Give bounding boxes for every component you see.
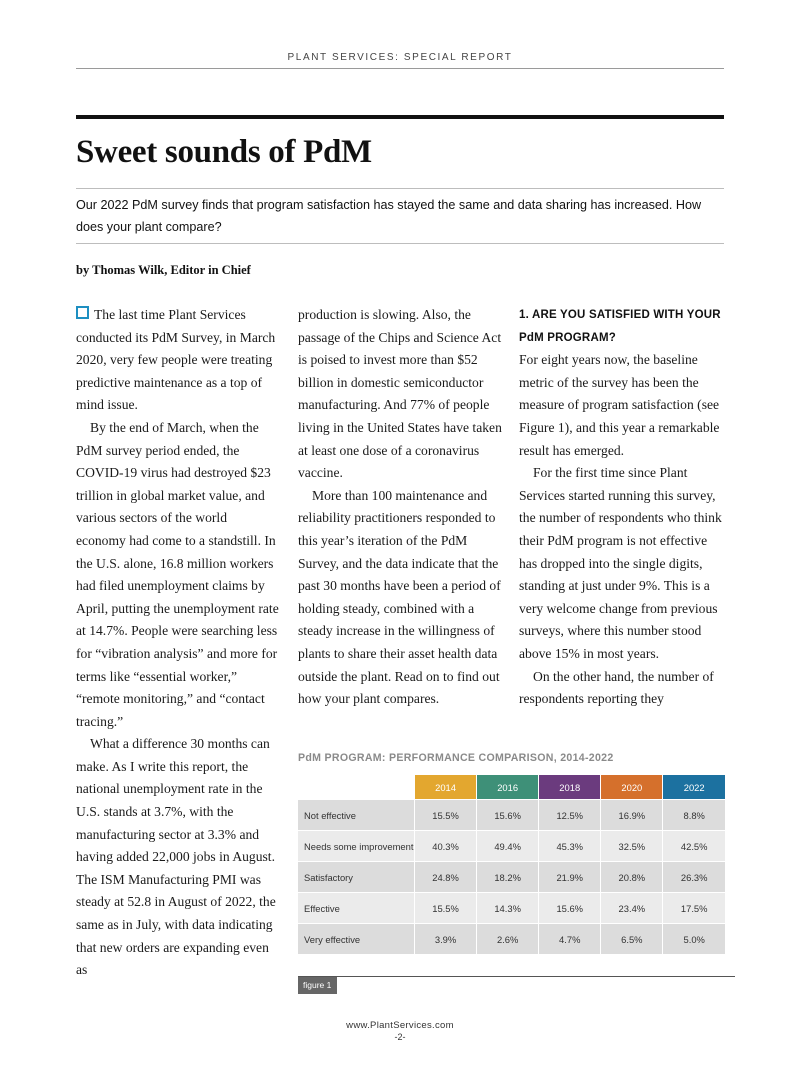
row-label: Very effective — [298, 924, 415, 955]
column-header: 2014 — [415, 775, 477, 800]
paragraph: More than 100 maintenance and reliability practitioners responded to this year’s iteration of the PdM Survey, and the data indicate that the past 30 months have been a period of holding steady, combined with a steady increase in the willingness of plants to share their asset health data outside the plant. Read on to find out how your plant compares. — [298, 487, 501, 707]
paragraph: production is slowing. Also, the passage of the Chips and Science Act is poised to invest more than $52 billion in domestic semiconductor manufacturing. And 77% of people living in the United States have taken at least one dose of a coronavirus vaccine. — [298, 307, 502, 481]
table-cell: 20.8% — [601, 862, 663, 893]
table-row — [298, 893, 725, 924]
table-cell: 32.5% — [601, 831, 663, 862]
column-header: 2020 — [601, 775, 663, 800]
paragraph-text: The last time Plant Services conducted its PdM Survey, in March 2020, very few people were treating predictive maintenance as a top of mind issue. — [76, 307, 276, 413]
figure-caption: figure 1 — [298, 977, 337, 994]
table-cell: 15.5% — [415, 893, 477, 924]
table-cell: 49.4% — [477, 831, 539, 862]
performance-comparison-table — [298, 775, 725, 954]
table-row — [298, 862, 725, 893]
table-cell: 14.3% — [477, 893, 539, 924]
title-bar — [76, 115, 724, 119]
row-label: Satisfactory — [298, 862, 415, 893]
table-cell: 15.6% — [477, 800, 539, 831]
table-row — [298, 800, 725, 831]
table-cell: 8.8% — [663, 800, 725, 831]
page-number: -2- — [394, 1032, 406, 1042]
paragraph: For the first time since Plant Services started running this survey, the number of respondents who think their PdM program is not effective has dropped into the single digits, standing at just under 9%. This is a very welcome change from previous surveys, where this number stood above 15% in most years. — [519, 465, 722, 661]
paragraph: For eight years now, the baseline metric of the survey has been the measure of program satisfaction (see Figure 1), and this year a remarkable result has emerged. — [519, 352, 720, 458]
table-cell: 16.9% — [601, 800, 663, 831]
table-corner-cell — [298, 775, 415, 800]
table-header-row — [298, 775, 725, 800]
article-deck: Our 2022 PdM survey finds that program satisfaction has stayed the same and data sharing has increased. How does your plant compare? — [76, 198, 702, 234]
paragraph: By the end of March, when the PdM survey period ended, the COVID-19 virus had destroyed $23 trillion in global market value, and various sectors of the world economy had come to a standstill. In the U.S. alone, 16.8 million workers had filed unemployment claims by April, putting the unemployment rate at 14.7%. People were searching less for “vibration analysis” and more for terms like “essential worker,” “remote monitoring,” and “contact tracing.” — [76, 419, 279, 729]
paragraph: What a difference 30 months can make. As I write this report, the national unemployment rate in the U.S. stands at 3.7%, with the manufacturing sector at 3.3% and having added 22,000 jobs in August. The ISM Manufacturing PMI was steady at 52.8 in August of 2022, the same as in July, with data indicating that new orders are expanding even as — [76, 736, 276, 978]
running-header: PLANT SERVICES: SPECIAL REPORT — [287, 52, 513, 63]
table-cell: 21.9% — [539, 862, 601, 893]
table-row — [298, 831, 725, 862]
table-rule — [298, 976, 735, 977]
article-column-3 — [519, 304, 725, 711]
column-header: 2018 — [539, 775, 601, 800]
row-label: Not effective — [298, 800, 415, 831]
table-cell: 42.5% — [663, 831, 725, 862]
byline: by Thomas Wilk, Editor in Chief — [76, 263, 251, 277]
footer-url: www.PlantServices.com — [346, 1020, 454, 1031]
table-cell: 15.5% — [415, 800, 477, 831]
table-cell: 12.5% — [539, 800, 601, 831]
section-heading: 1. ARE YOU SATISFIED WITH YOUR PdM PROGRAM? — [519, 309, 721, 344]
paragraph: On the other hand, the number of respondents reporting they — [519, 668, 714, 707]
table-cell: 24.8% — [415, 862, 477, 893]
table-row — [298, 924, 725, 955]
column-header: 2022 — [663, 775, 725, 800]
row-label: Needs some improvement — [298, 831, 415, 862]
table-cell: 2.6% — [477, 924, 539, 955]
table-cell: 18.2% — [477, 862, 539, 893]
row-label: Effective — [298, 893, 415, 924]
table-cell: 15.6% — [539, 893, 601, 924]
article-column-1 — [76, 304, 280, 982]
header-rule — [76, 68, 724, 69]
column-header: 2016 — [477, 775, 539, 800]
table-title: PdM PROGRAM: PERFORMANCE COMPARISON, 2014-2022 — [298, 752, 614, 764]
article-column-2 — [298, 304, 504, 711]
table-cell: 26.3% — [663, 862, 725, 893]
article-title: Sweet sounds of PdM — [76, 134, 372, 170]
table-cell: 3.9% — [415, 924, 477, 955]
paragraph — [76, 304, 280, 417]
table-cell: 4.7% — [539, 924, 601, 955]
table-cell: 17.5% — [663, 893, 725, 924]
table-cell: 6.5% — [601, 924, 663, 955]
table-cell: 23.4% — [601, 893, 663, 924]
deck-rule-bottom — [76, 243, 724, 244]
table-cell: 5.0% — [663, 924, 725, 955]
deck-rule-top — [76, 188, 724, 189]
table-cell: 40.3% — [415, 831, 477, 862]
square-bullet-icon — [76, 306, 89, 319]
table-cell: 45.3% — [539, 831, 601, 862]
